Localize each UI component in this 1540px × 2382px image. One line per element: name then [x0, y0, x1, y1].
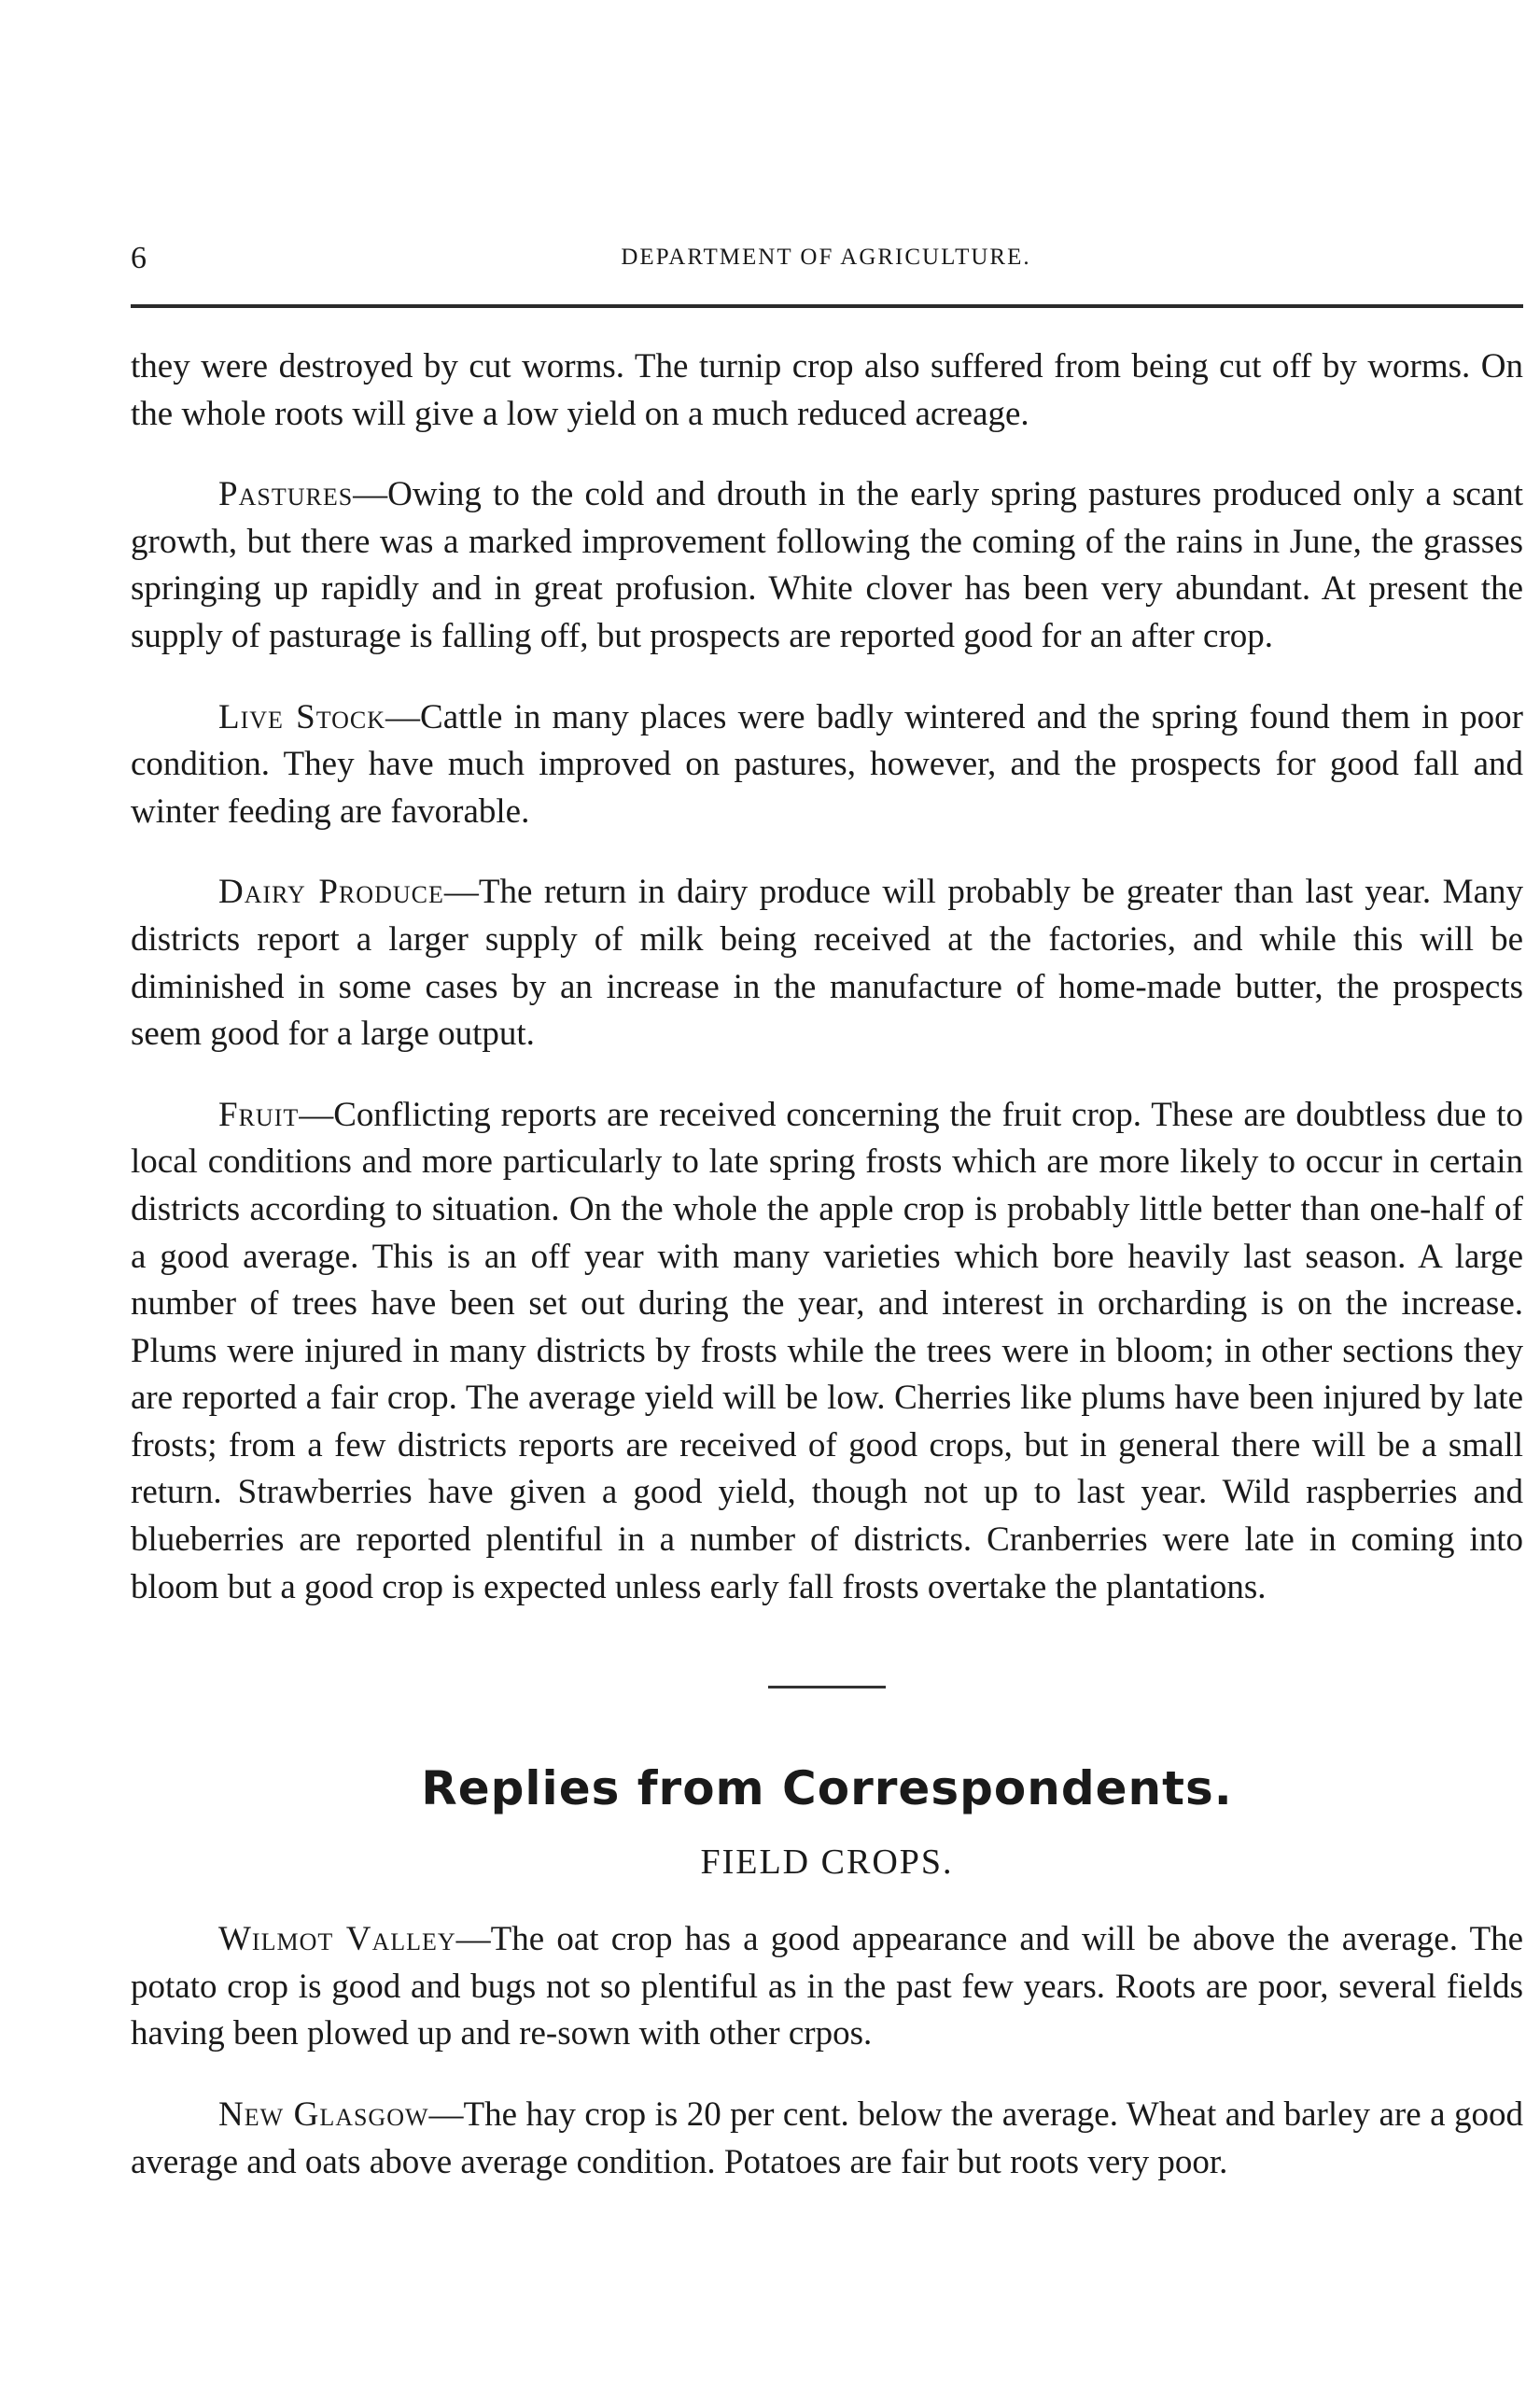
paragraph-live-stock	[131, 694, 1523, 836]
paragraph-roots-continued: they were destroyed by cut worms. The turnip crop also suffered from being cut off by worms. On the whole roots will give a low yield on a much reduced acreage.	[131, 347, 1523, 433]
paragraph-fruit	[131, 1092, 1523, 1612]
running-head: DEPARTMENT OF AGRICULTURE.	[621, 245, 1031, 270]
reply-new-glasgow	[131, 2092, 1523, 2186]
live-stock-heading: Live Stock	[218, 697, 386, 736]
live-stock-text: —Cattle in many places were badly wintered and the spring found them in poor condition. They have much improved on pastures, however, and the prospects for good fall and winter feeding are favorable.	[131, 697, 1523, 831]
page-number: 6	[131, 241, 147, 275]
paragraph-pastures	[131, 471, 1523, 660]
fruit-heading: Fruit	[218, 1095, 300, 1134]
new-glasgow-text: —The hay crop is 20 per cent. below the average. Wheat and barley are a good average and oats above average condition. Potatoes are fair but roots very poor.	[131, 2095, 1523, 2181]
reply-wilmot-valley	[131, 1916, 1523, 2058]
dairy-produce-heading: Dairy Produce	[218, 873, 444, 912]
wilmot-valley-text: —The oat crop has a good appearance and will be above the average. The potato crop is good and bugs not so plentiful as in the past few years. Roots are poor, several fields having been plowed up and re-sown with other crpos.	[131, 1920, 1523, 2053]
fruit-text: —Conflicting reports are received concerning the fruit crop. These are doubtless due to local conditions and more particularly to late spring frosts which are more likely to occur in certain districts according to situation. On the whole the apple crop is probably little better than one-half of a good average. This is an off year with many varieties which bore heavily last season. A large number of trees have been set out during the year, and interest in orcharding is on the increase. Plums were injured in many districts by frosts while the trees were in bloom; in other sections they are reported a fair crop. The average yield will be low. Cherries like plums have been injured by late frosts; from a few districts reports are received of good crops, but in general there will be a small return. Strawberries have given a good yield, though not up to last year. Wild raspberries and blueberries are reported plentiful in a number of districts. Cranberries were late in coming into bloom but a good crop is expected unless early fall frosts overtake the plantations.	[131, 1095, 1523, 1606]
page-header	[131, 241, 1521, 278]
header-rule	[131, 304, 1523, 308]
wilmot-valley-heading: Wilmot Valley	[218, 1920, 456, 1959]
paragraph-dairy-produce	[131, 869, 1523, 1058]
dairy-produce-text: —The return in dairy produce will probably be greater than last year. Many districts report a larger supply of milk being received at the factories, and while this will be diminished in some cases by an increase in the manufacture of home-made butter, the prospects seem good for a large output.	[131, 873, 1524, 1054]
page-body	[131, 343, 1523, 2220]
section-subtitle: FIELD CROPS.	[700, 1843, 954, 1883]
section-title: Replies from Correspondents.	[421, 1761, 1233, 1816]
new-glasgow-heading: New Glasgow	[218, 2095, 429, 2135]
pastures-heading: Pastures	[218, 475, 354, 514]
section-divider	[768, 1686, 886, 1688]
pastures-text: —Owing to the cold and drouth in the early spring pastures produced only a scant growth, but there was a marked improvement following the coming of the rains in June, the grasses springing up rapidly and in great profusion. White clover has been very abundant. At present the supply of pasturage is falling off, but prospects are reported good for an after crop.	[131, 475, 1523, 655]
